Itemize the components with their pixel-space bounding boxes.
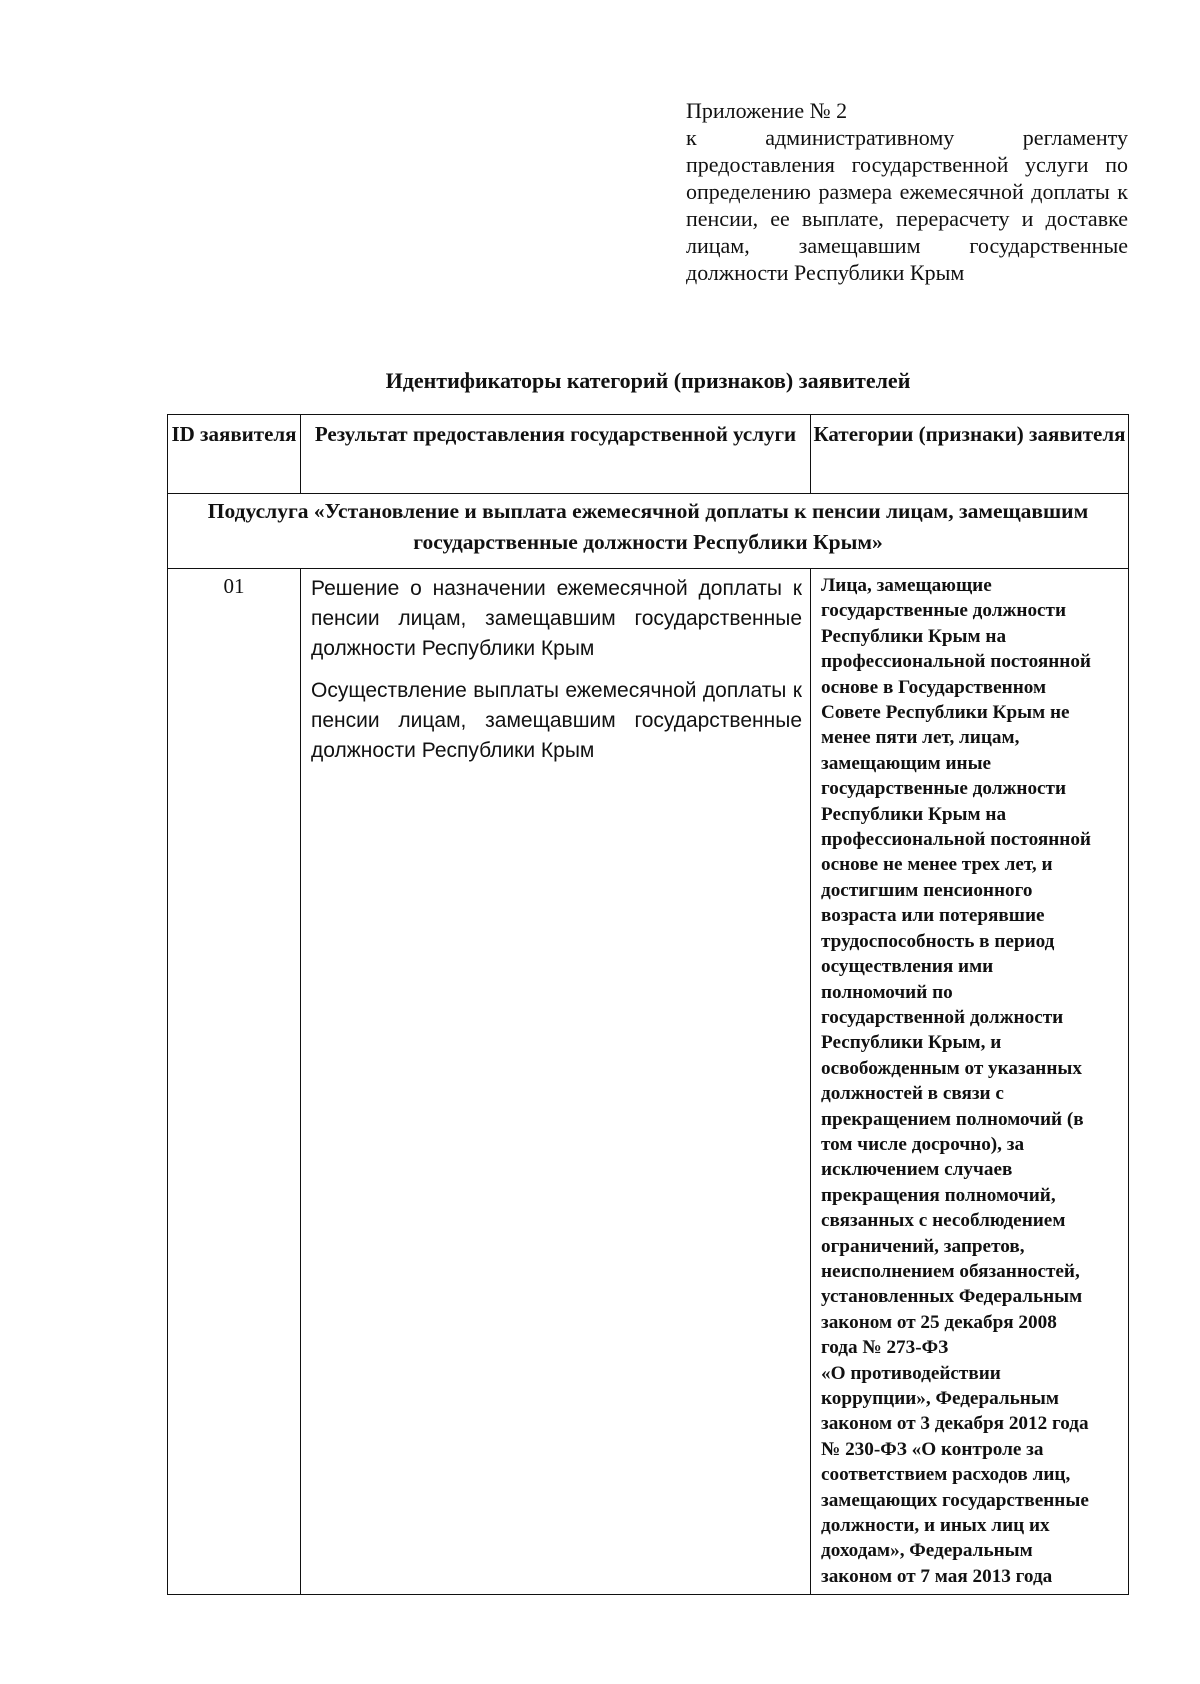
document-title: Идентификаторы категорий (признаков) заявителей [385,368,911,393]
applicant-category: Лица, замещающие государственные должности Республики Крым на профессиональной постоянной основе в Государственном Совете Республики Крым не менее пяти лет, лицам, замещающим иные государственные должности Республики Крым на профессиональной постоянной основе не менее трех лет, и достигшим пенсионного возраста или потерявшие трудоспособность в период осуществления ими полномочий по государственной должности Республики Крым, и освобожденным от указанных должностей в связи с прекращением полномочий (в том числе досрочно), за исключением случаев прекращения полномочий, связанных с несоблюдением ограничений, запретов, неисполнением обязанностей, установленных Федеральным законом от 25 декабря 2008 года № 273-ФЗ «О противодействии коррупции», Федеральным законом от 3 декабря 2012 года № 230-ФЗ «О контроле за соответствием расходов лиц, замещающих государственные должности, и иных лиц их доходам», Федеральным законом от 7 мая 2013 года [811,569,1129,1595]
subservice-row [168,494,1129,569]
header-category: Категории (признаки) заявителя [811,415,1129,494]
result-cell [301,569,811,1595]
appendix-reference: к административному регламенту предоставления государственной услуги по определению размера ежемесячной доплаты к пенсии, ее выплате, перерасчету и доставке лицам, замещавшим государственные должности Республики Крым [686,125,1128,285]
result-decision: Решение о назначении ежемесячной доплаты к пенсии лицам, замещавшим государственные должности Республики Крым [311,577,802,660]
result-payment: Осуществление выплаты ежемесячной доплаты к пенсии лицам, замещавшим государственные должности Республики Крым [311,679,802,762]
table-header-row [168,415,1129,494]
table-row [168,569,1129,1595]
header-id: ID заявителя [168,415,301,494]
header-result: Результат предоставления государственной услуги [301,415,811,494]
appendix-header [686,97,1128,286]
subservice-title: Подуслуга «Установление и выплата ежемесячной доплаты к пенсии лицам, замещавшим государственные должности Республики Крым» [168,494,1129,569]
applicant-categories-table [167,414,1129,1595]
appendix-title: Приложение № 2 [686,98,848,123]
applicant-id: 01 [168,569,301,1595]
